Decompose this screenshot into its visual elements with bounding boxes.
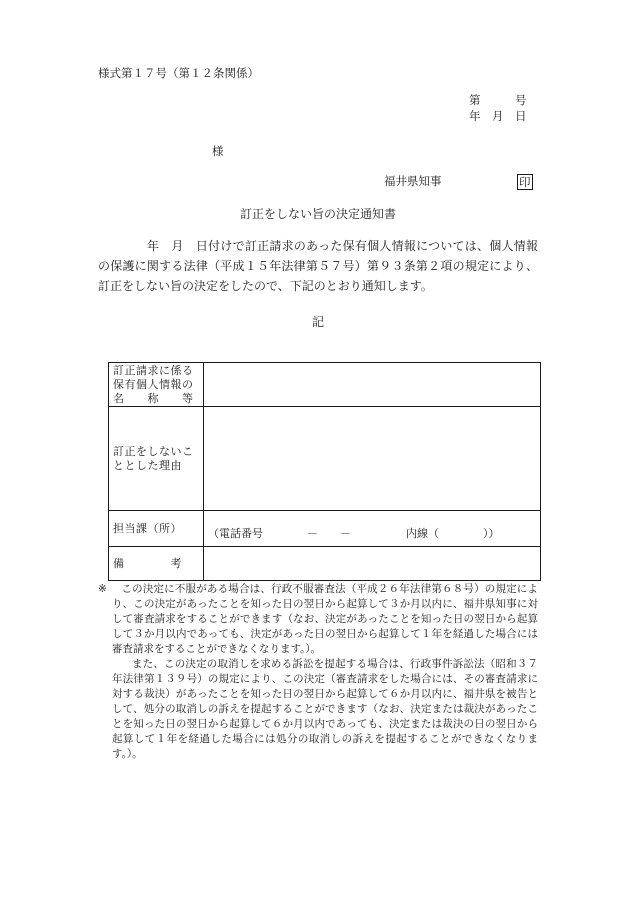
row-label-department: 担当課（所） xyxy=(109,511,204,547)
notice-table xyxy=(108,362,541,581)
table-row xyxy=(109,407,541,511)
document-number: 第 号 xyxy=(469,93,527,107)
form-label: 様式第１７号（第１２条関係） xyxy=(98,66,259,80)
ki-heading: 記 xyxy=(312,315,325,329)
issuer-name: 福井県知事 xyxy=(384,174,442,188)
row-value-remarks xyxy=(204,547,541,581)
row-value-reason xyxy=(204,407,541,511)
note-asterisk: ※ xyxy=(98,583,107,595)
note-paragraph-2: また、この決定の取消しを求める訴訟を提起する場合は、行政事件訴訟法（昭和３７年法律第１３９号）の規定により、この決定（審査請求をした場合には、その審査請求に対する裁決）があったことを知った日の翌日から起算して６か月以内に、福井県を被告として、処分の取消しの訴えを提起することができます（なお、決定または裁決があったことを知った日の翌日から起算して６か月以内であっても、決定または裁決の日の翌日から起算して１年を経過した場合には処分の取消しの訴えを提起することができなくなります。）。 xyxy=(112,658,538,760)
notice-title: 訂正をしない旨の決定通知書 xyxy=(240,207,397,221)
table-row xyxy=(109,547,541,581)
row-label-reason: 訂正をしないこととした理由 xyxy=(109,407,204,511)
recipient-suffix: 様 xyxy=(212,144,224,158)
document-date: 年 月 日 xyxy=(469,109,527,123)
notes-section xyxy=(98,582,538,762)
table-row xyxy=(109,511,541,547)
seal-mark xyxy=(517,171,533,190)
note-paragraph-1: この決定に不服がある場合は、行政不服審査法（平成２６年法律第６８号）の規定により、この決定があったことを知った日の翌日から起算して３か月以内に、福井県知事に対して審査請求をすることができます（なお、決定があったことを知った日の翌日から起算して３か月以内であっても、決定があった日の翌日から起算して１年を経過した場合には審査請求をすることができなくなります。）。 xyxy=(112,583,538,655)
table-row xyxy=(109,363,541,407)
row-value-phone: （電話番号 － － 内線（ ）） xyxy=(204,511,541,547)
row-value-info-name xyxy=(204,363,541,407)
seal-text: 印 xyxy=(519,175,531,189)
row-label-remarks: 備 考 xyxy=(109,547,204,581)
notice-body: 年 月 日付けで訂正請求のあった保有個人情報については、個人情報の保護に関する法律（平成１５年法律第５７号）第９３条第２項の規定により、訂正をしない旨の決定をしたので、下記のとおり通知します。 xyxy=(98,239,538,293)
row-label-info-name: 訂正請求に係る保有個人情報の名 称 等 xyxy=(109,363,204,407)
